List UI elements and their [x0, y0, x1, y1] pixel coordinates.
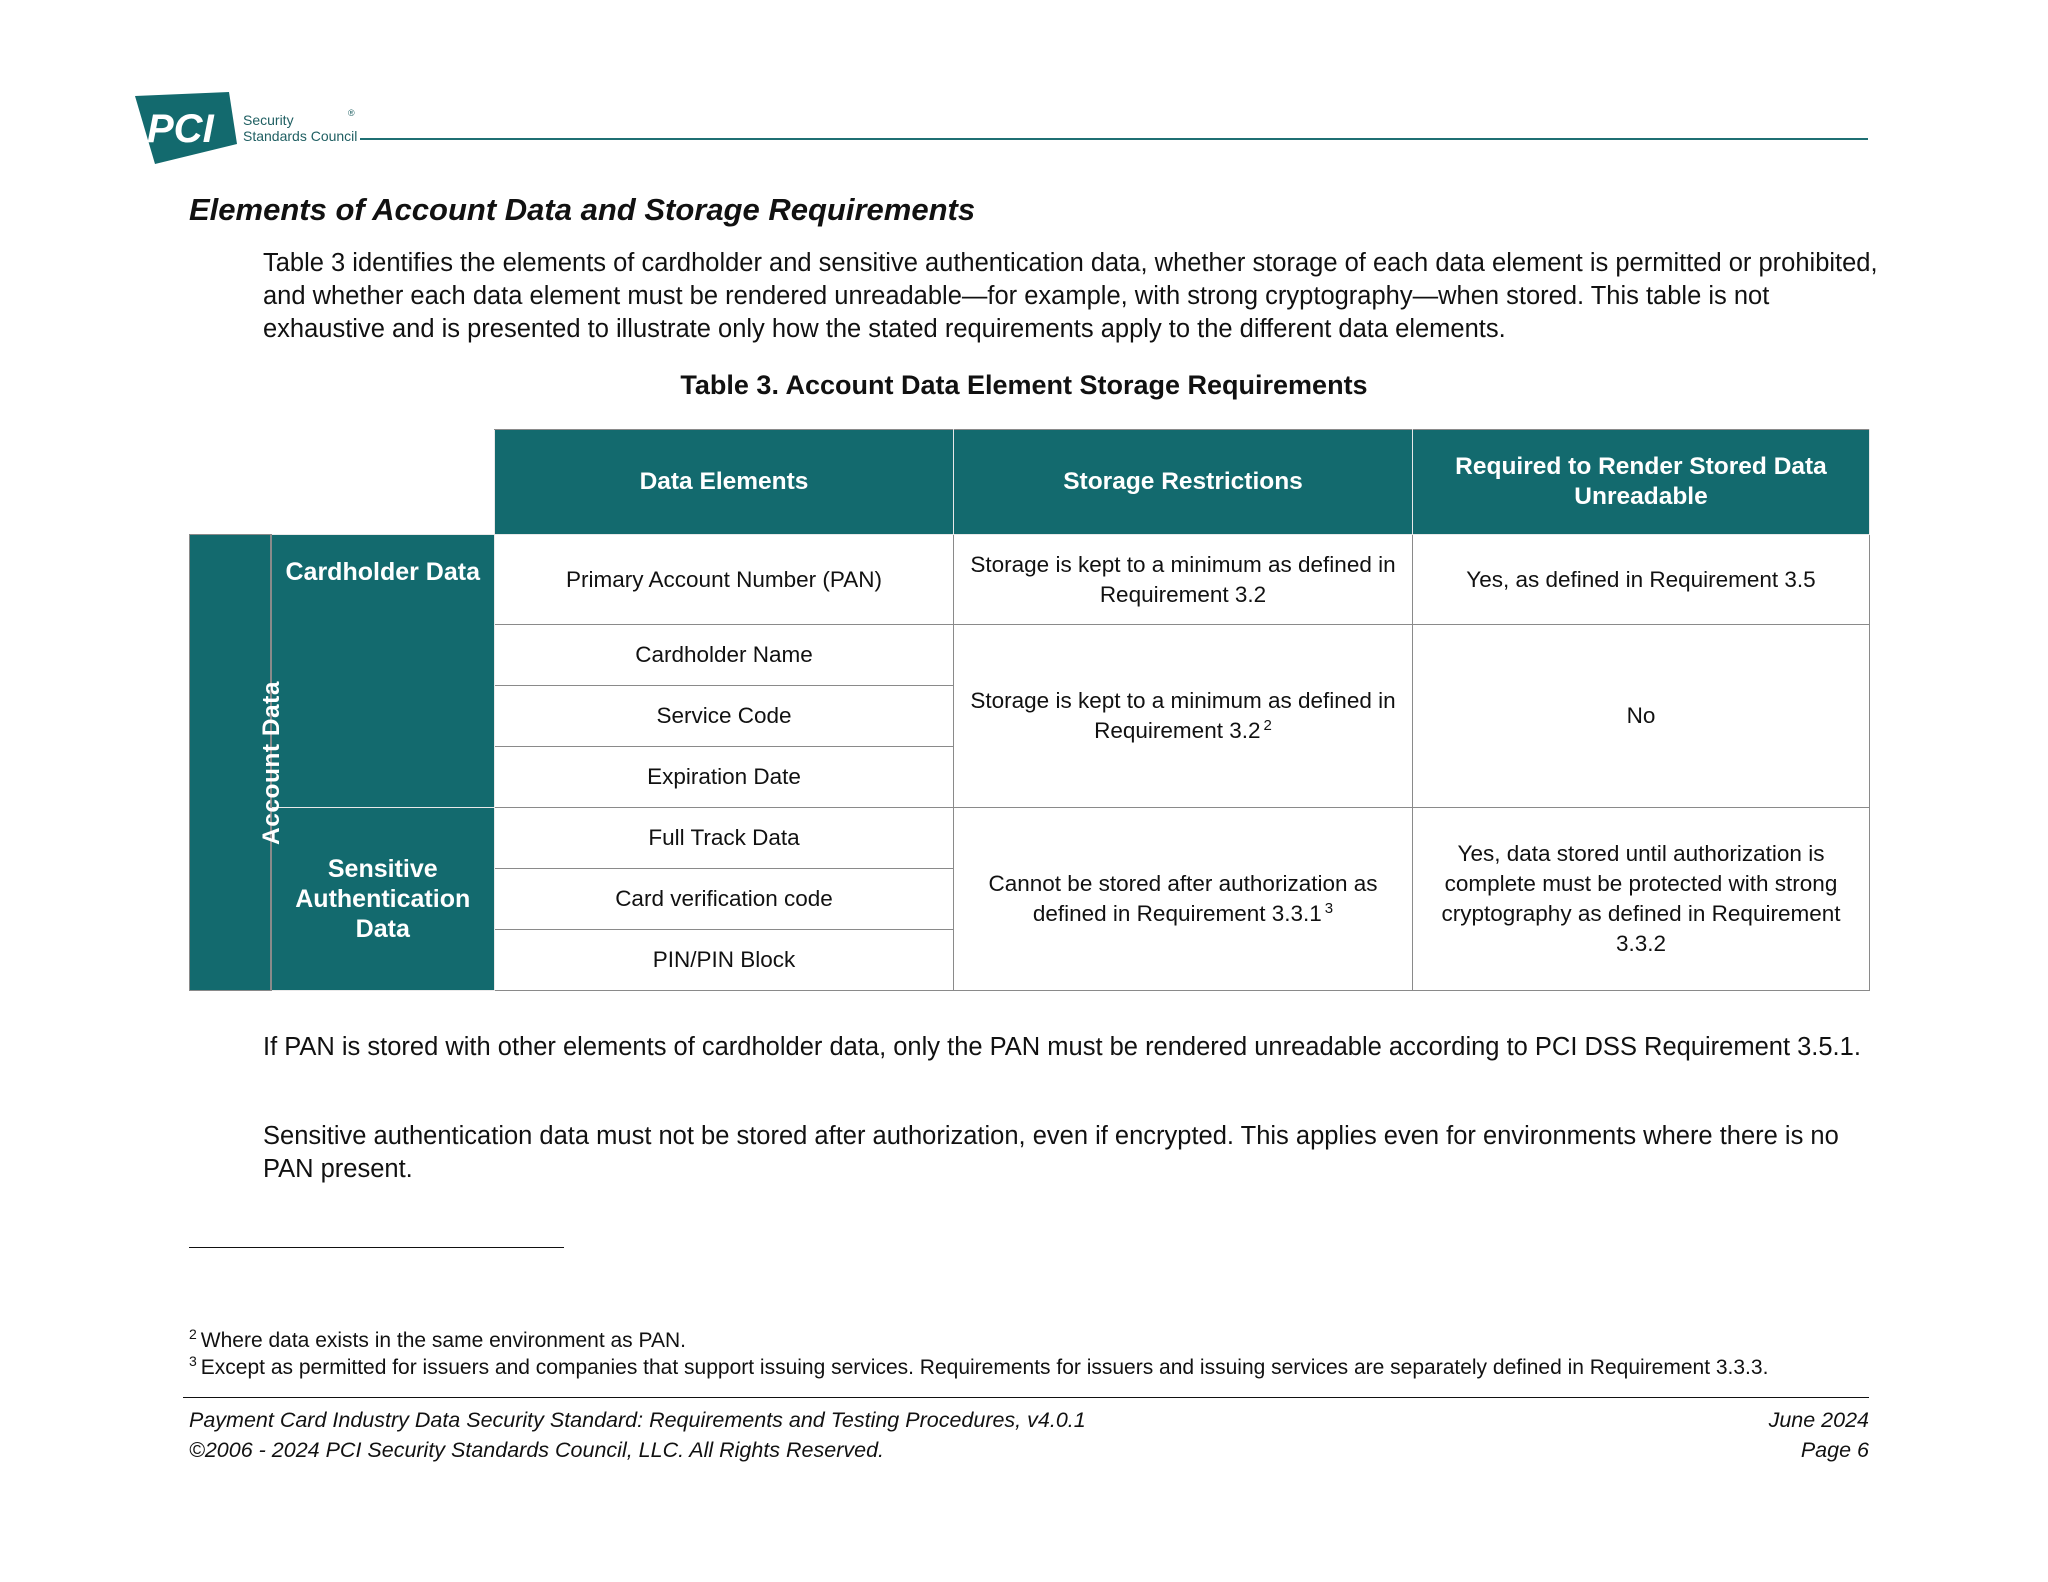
group-sensitive-auth-data: Sensitive Authentication Data	[271, 808, 495, 991]
footer-document-title: Payment Card Industry Data Security Standard: Requirements and Testing Procedures, v4.0.1	[189, 1408, 1086, 1432]
element-card-verification-code: Card verification code	[495, 869, 954, 930]
svg-text:Security: Security	[243, 112, 294, 128]
footnote-ref-3: 3	[1324, 899, 1334, 917]
footnote-3-text: Except as permitted for issuers and companies that support issuing services. Requirements for issuers and issuing services are separately defined in Requirement 3.3.3.	[200, 1356, 1769, 1379]
element-pin-block: PIN/PIN Block	[495, 930, 954, 991]
footnote-2-text: Where data exists in the same environment as PAN.	[200, 1329, 686, 1352]
intro-paragraph: Table 3 identifies the elements of cardholder and sensitive authentication data, whether storage of each data element is permitted or prohibited, and whether each data element must be rendered unreadable—for example, with strong cryptography—when stored. This table is not exhaustive and is presented to illustrate only how the stated requirements apply to the different data elements.	[263, 249, 1878, 343]
svg-text:PCI: PCI	[147, 107, 214, 151]
element-expiration-date: Expiration Date	[495, 747, 954, 808]
table-row	[190, 808, 1870, 869]
table-corner	[190, 430, 495, 535]
table-header-row	[190, 430, 1870, 535]
unreadable-pan: Yes, as defined in Requirement 3.5	[1413, 535, 1870, 625]
account-data-label	[190, 535, 285, 991]
footer-left	[189, 1405, 1086, 1465]
group-cardholder-data: Cardholder Data	[271, 535, 495, 808]
footer-page-number: Page 6	[1800, 1438, 1869, 1462]
header-data-elements: Data Elements	[495, 430, 954, 535]
paragraph-sad-not-stored: Sensitive authentication data must not be stored after authorization, even if encrypted. This applies even for environments where there is no PAN present.	[263, 1122, 1839, 1183]
section-title: Elements of Account Data and Storage Requirements	[189, 192, 976, 227]
element-service-code: Service Code	[495, 686, 954, 747]
footer-right	[1769, 1405, 1869, 1465]
restriction-sensitive-fields	[954, 808, 1413, 991]
element-full-track-data: Full Track Data	[495, 808, 954, 869]
footnote-3-number: 3	[189, 1353, 197, 1369]
footnote-2-number: 2	[189, 1326, 197, 1342]
svg-text:®: ®	[348, 108, 355, 118]
restriction-pan: Storage is kept to a minimum as defined in Requirement 3.2	[954, 535, 1413, 625]
header-rule	[360, 138, 1868, 140]
unreadable-cardholder-fields: No	[1413, 625, 1870, 808]
restriction-sensitive-text: Cannot be stored after authorization as defined in Requirement 3.3.1	[988, 871, 1378, 926]
header-render-unreadable: Required to Render Stored Data Unreadable	[1413, 430, 1870, 535]
table-caption: Table 3. Account Data Element Storage Requirements	[680, 370, 1368, 400]
footnote-ref-2: 2	[1263, 716, 1272, 734]
footer-date: June 2024	[1768, 1408, 1869, 1432]
footnote-2	[189, 1327, 1879, 1354]
footer-copyright: ©2006 - 2024 PCI Security Standards Council, LLC. All Rights Reserved.	[189, 1438, 885, 1462]
svg-text:Standards Council: Standards Council	[243, 128, 358, 144]
account-data-text: Account Data	[257, 680, 285, 845]
pci-logo	[133, 92, 373, 166]
footnote-rule	[189, 1247, 564, 1248]
table-row	[190, 535, 1870, 625]
footer-rule	[183, 1397, 1869, 1398]
paragraph-pan-stored: If PAN is stored with other elements of cardholder data, only the PAN must be rendered unreadable according to PCI DSS Requirement 3.5.1.	[263, 1033, 1861, 1061]
restriction-cardholder-text: Storage is kept to a minimum as defined in Requirement 3.2	[970, 688, 1396, 743]
footnote-3	[189, 1354, 1879, 1381]
header-storage-restrictions: Storage Restrictions	[954, 430, 1413, 535]
restriction-cardholder-fields	[954, 625, 1413, 808]
element-cardholder-name: Cardholder Name	[495, 625, 954, 686]
storage-requirements-table	[189, 429, 1870, 991]
element-pan: Primary Account Number (PAN)	[495, 535, 954, 625]
unreadable-sensitive-fields: Yes, data stored until authorization is complete must be protected with strong cryptography as defined in Requirement 3.3.2	[1413, 808, 1870, 991]
